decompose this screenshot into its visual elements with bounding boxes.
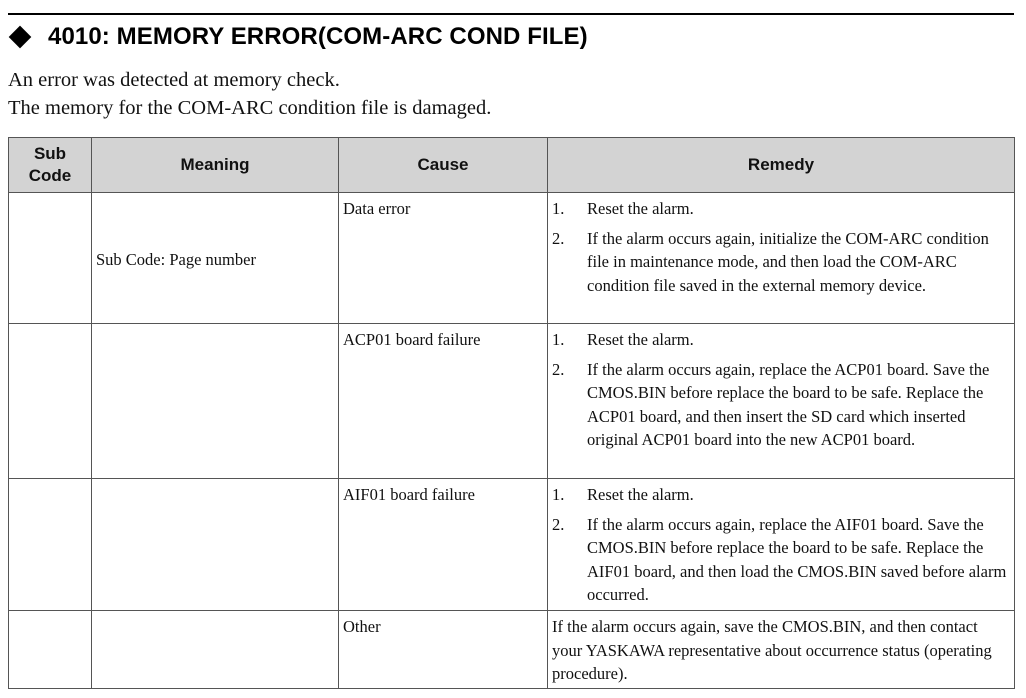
diamond-bullet-icon [9, 26, 32, 49]
header-sub-code-line2: Code [28, 166, 72, 185]
step-number: 1. [552, 199, 565, 218]
meaning-cell [92, 611, 339, 689]
remedy-step [552, 513, 1010, 607]
header-sub-code-line1: Sub [33, 144, 67, 163]
intro-text [8, 66, 491, 122]
sub-code-cell [9, 479, 92, 611]
meaning-cell [92, 479, 339, 611]
step-text: If the alarm occurs again, replace the AIF01 board. Save the CMOS.BIN before replace the board to be safe. Replace the AIF01 board, and then load the CMOS.BIN saved before alarm occurred. [587, 514, 1007, 604]
step-text: If the alarm occurs again, initialize the COM-ARC condition file in maintenance mode, and then load the COM-ARC condition file saved in the external memory device. [587, 228, 989, 295]
cause-cell: Other [339, 611, 548, 689]
remedy-step [552, 358, 1010, 452]
intro-line-2: The memory for the COM-ARC condition file is damaged. [8, 97, 492, 119]
header-cause: Cause [339, 138, 548, 193]
remedy-step [552, 328, 1010, 352]
table-row [9, 479, 1015, 611]
remedy-steps [552, 328, 1010, 452]
remedy-cell [548, 193, 1015, 324]
meaning-cell [92, 324, 339, 479]
table-header-row [9, 138, 1015, 193]
top-rule [8, 13, 1014, 15]
step-number: 1. [552, 485, 565, 504]
sub-code-cell [9, 611, 92, 689]
remedy-steps [552, 197, 1010, 297]
step-number: 2. [552, 514, 565, 534]
step-text: Reset the alarm. [587, 485, 694, 504]
table-row [9, 324, 1015, 479]
step-number: 2. [552, 228, 565, 248]
section-heading [8, 20, 588, 54]
step-number: 2. [552, 359, 565, 379]
sub-code-cell [9, 193, 92, 324]
step-text: Reset the alarm. [587, 199, 694, 218]
remedy-cell [548, 479, 1015, 611]
remedy-step [552, 483, 1010, 507]
remedy-step [552, 197, 1010, 221]
header-meaning: Meaning [92, 138, 339, 193]
step-text: If the alarm occurs again, replace the ACP01 board. Save the CMOS.BIN before replace the board to be safe. Replace the ACP01 board, and then insert the SD card which inserted original ACP01 board into the new ACP01 board. [587, 359, 990, 449]
remedy-steps [552, 483, 1010, 607]
header-sub-code [9, 138, 92, 193]
header-remedy: Remedy [548, 138, 1015, 193]
remedy-cell [548, 324, 1015, 479]
remedy-step [552, 227, 1010, 298]
sub-code-cell [9, 324, 92, 479]
cause-cell: AIF01 board failure [339, 479, 548, 611]
alarm-table [8, 137, 1015, 689]
meaning-cell: Sub Code: Page number [92, 193, 339, 324]
remedy-cell: If the alarm occurs again, save the CMOS.BIN, and then contact your YASKAWA representative about occurrence status (operating procedure). [548, 611, 1015, 689]
table-row [9, 611, 1015, 689]
step-number: 1. [552, 330, 565, 349]
table-row [9, 193, 1015, 324]
cause-cell: Data error [339, 193, 548, 324]
intro-line-1: An error was detected at memory check. [8, 69, 340, 91]
cause-cell: ACP01 board failure [339, 324, 548, 479]
step-text: Reset the alarm. [587, 330, 694, 349]
page-title: 4010: MEMORY ERROR(COM-ARC COND FILE) [48, 23, 588, 50]
